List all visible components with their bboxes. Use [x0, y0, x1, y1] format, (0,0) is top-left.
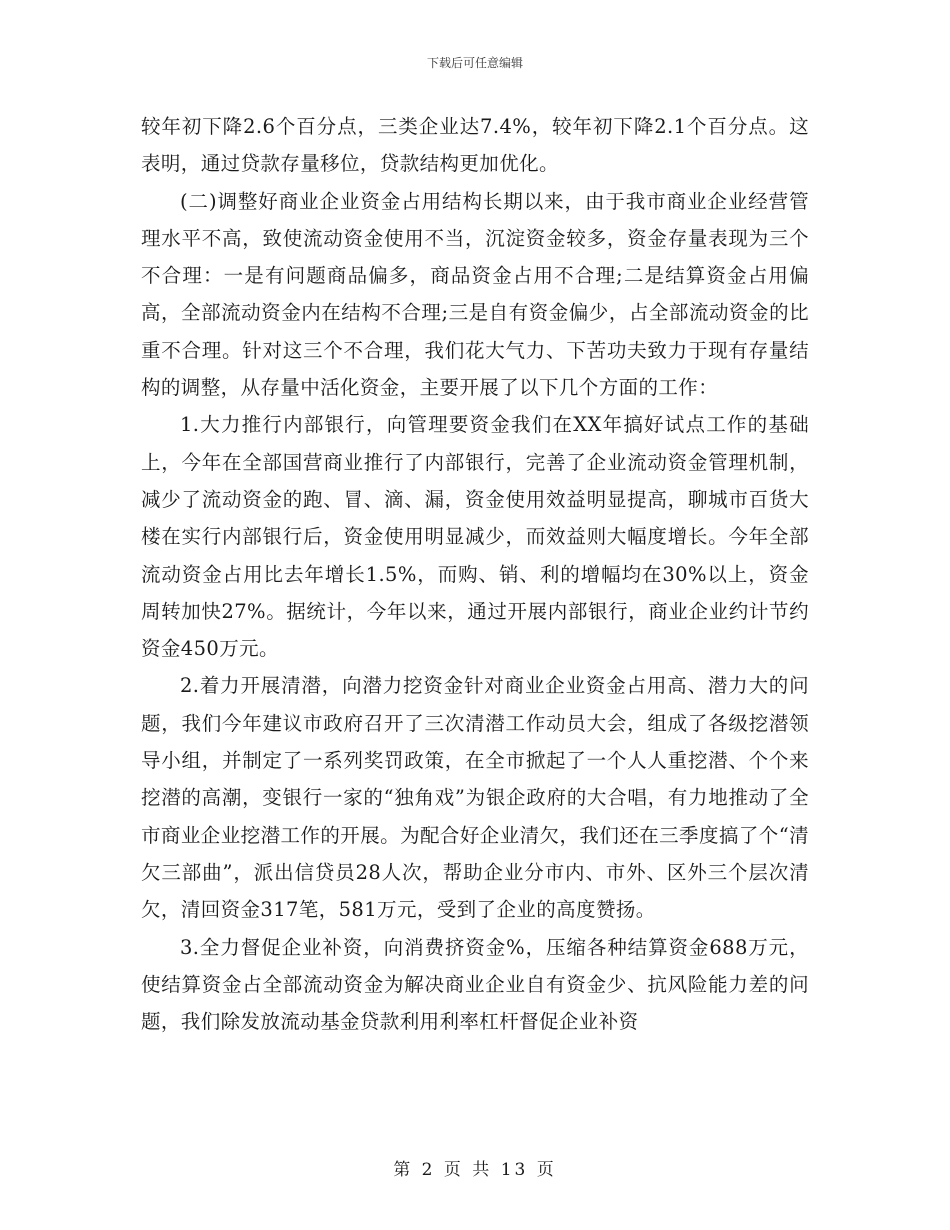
page-footer: 第 2 页 共 13 页: [393, 1160, 557, 1180]
document-body: [141, 108, 809, 1040]
page-header: 下载后可任意编辑: [426, 56, 523, 70]
paragraph-section-two: (二)调整好商业企业资金占用结构长期以来，由于我市商业企业经营管理水平不高，致使流动资金使用不当，沉淀资金较多，资金存量表现为三个不合理：一是有问题商品偏多，商品资金占用不合理;二是结算资金占用偏高，全部流动资金内在结构不合理;三是自有资金偏少，占全部流动资金的比重不合理。针对这三个不合理，我们花大气力、下苦功夫致力于现有存量结构的调整，从存量中活化资金，主要开展了以下几个方面的工作：: [141, 189, 809, 400]
paragraph-continuation: 较年初下降2.6个百分点，三类企业达7.4%，较年初下降2.1个百分点。这表明，通过贷款存量移位，贷款结构更加优化。: [141, 115, 809, 176]
paragraph-item-three: 3.全力督促企业补资，向消费挤资金%，压缩各种结算资金688万元，使结算资金占全部流动资金为解决商业企业自有资金少、抗风险能力差的问题，我们除发放流动基金贷款利用利率杠杆督促企业补资: [141, 935, 809, 1034]
paragraph-item-one: 1.大力推行内部银行，向管理要资金我们在XX年搞好试点工作的基础上，今年在全部国营商业推行了内部银行，完善了企业流动资金管理机制，减少了流动资金的跑、冒、滴、漏，资金使用效益明显提高，聊城市百货大楼在实行内部银行后，资金使用明显减少，而效益则大幅度增长。今年全部流动资金占用比去年增长1.5%，而购、销、利的增幅均在30%以上，资金周转加快27%。据统计，今年以来，通过开展内部银行，商业企业约计节约资金450万元。: [141, 413, 809, 661]
paragraph-item-two: 2.着力开展清潜，向潜力挖资金针对商业企业资金占用高、潜力大的问题，我们今年建议市政府召开了三次清潜工作动员大会，组成了各级挖潜领导小组，并制定了一系列奖罚政策，在全市掀起了一个人人重挖潜、个个来挖潜的高潮，变银行一家的“独角戏”为银企政府的大合唱，有力地推动了全市商业企业挖潜工作的开展。为配合好企业清欠，我们还在三季度搞了个“清欠三部曲”，派出信贷员28人次，帮助企业分市内、市外、区外三个层次清欠，清回资金317笔，581万元，受到了企业的高度赞扬。: [141, 674, 809, 922]
